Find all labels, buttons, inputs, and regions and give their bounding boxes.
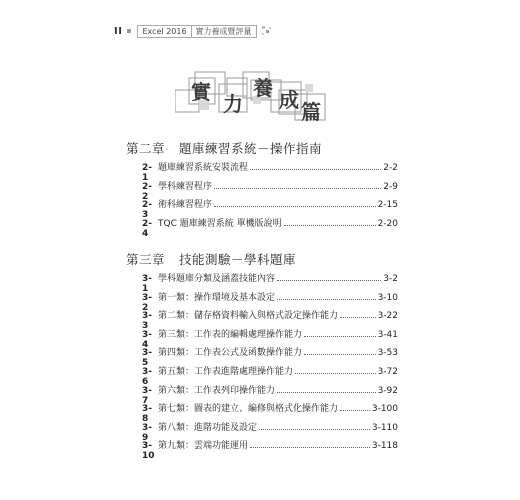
leader-dots [304, 354, 376, 355]
bullet-square-icon [127, 29, 131, 33]
entry-title: 第四類：工作表公式及函數操作能力 [158, 348, 303, 359]
entry-page: 3-118 [371, 441, 398, 452]
leader-dots [340, 317, 376, 318]
toc-entry[interactable] [142, 308, 398, 332]
entry-number: 3-7 [142, 385, 152, 406]
title-char: 養 [253, 76, 273, 100]
chapter-number: 第二章 [126, 141, 166, 156]
toc-entry[interactable] [142, 401, 398, 425]
entry-page: 2-15 [377, 200, 398, 211]
leader-dots [250, 169, 381, 170]
toc-entry[interactable] [142, 438, 398, 462]
entry-title: 第九類：雲端功能運用 [158, 441, 249, 452]
entry-number: 3-8 [142, 404, 152, 425]
entry-number: 2-4 [142, 218, 152, 239]
entry-number: 3-10 [142, 441, 155, 462]
entry-number: 3-2 [142, 292, 152, 313]
entry-number: 2-1 [142, 163, 152, 183]
toc-entry[interactable] [142, 327, 398, 350]
entry-number: 3-9 [142, 422, 152, 443]
entry-page: 3-2 [383, 274, 398, 284]
entry-page: 3-53 [377, 348, 398, 359]
entry-number: 2-2 [142, 181, 152, 202]
entry-title: 題庫練習系統安裝流程 [158, 163, 249, 173]
chapter-heading [126, 250, 296, 268]
leader-dots [304, 336, 376, 337]
toc-entry[interactable] [142, 160, 398, 183]
title-banner [175, 70, 335, 125]
section-tag: 實力養成暨評量 [192, 25, 257, 38]
entry-number: 3-5 [142, 348, 152, 369]
leader-dots [284, 225, 376, 226]
entry-title: 第五類：工作表進階處理操作能力 [158, 366, 294, 377]
running-header [114, 24, 272, 38]
entry-title: 第六類：工作表列印操作能力 [158, 385, 276, 396]
entry-title: 第二類：儲存格資料輸入與格式設定操作能力 [158, 311, 339, 322]
leader-dots [277, 299, 376, 300]
leader-dots [340, 410, 370, 411]
entry-page: 2-20 [377, 218, 398, 229]
entry-number: 3-1 [142, 274, 152, 294]
toc-entry[interactable] [142, 216, 398, 239]
entry-page: 3-100 [371, 404, 398, 415]
toc-entry[interactable] [142, 345, 398, 369]
book-title-tag: Excel 2016 [137, 25, 191, 38]
toc-list [142, 271, 398, 462]
title-char: 力 [223, 92, 243, 116]
entry-title: 第一類：操作環境及基本設定 [158, 292, 276, 303]
entry-page: 3-110 [371, 422, 398, 433]
entry-number: 2-3 [142, 200, 152, 221]
entry-page: 2-9 [383, 181, 398, 192]
entry-page: 3-22 [377, 311, 398, 322]
entry-title: TQC 題庫練習系統 單機版說明 [158, 218, 282, 229]
title-char: 成 [279, 88, 299, 112]
entry-page: 2-2 [383, 163, 398, 173]
entry-number: 3-3 [142, 311, 152, 332]
entry-title: 術科練習程序 [158, 200, 213, 211]
entry-page: 3-92 [377, 385, 398, 396]
entry-title: 學科題庫分類及涵蓋技能內容 [158, 274, 276, 284]
square-pattern-icon [262, 26, 272, 36]
chapter-number: 第三章 [126, 252, 166, 267]
leader-dots [214, 188, 381, 189]
leader-dots [250, 447, 370, 448]
title-char: 篇 [301, 100, 321, 124]
entry-title: 第八類：進階功能及設定 [158, 422, 258, 433]
entry-page: 3-72 [377, 366, 398, 377]
entry-number: 3-4 [142, 329, 152, 350]
chapter-title: 技能測驗－學科題庫 [179, 252, 297, 267]
leader-dots [214, 206, 376, 207]
leader-dots [295, 373, 376, 374]
entry-title: 第七類：圖表的建立、編修與格式化操作能力 [158, 404, 339, 415]
chapter-heading [126, 139, 322, 157]
toc-entry[interactable] [142, 290, 398, 313]
toc-entry[interactable] [142, 197, 398, 221]
toc-entry[interactable] [142, 383, 398, 406]
toc-entry[interactable] [142, 420, 398, 443]
toc-entry[interactable] [142, 179, 398, 202]
entry-number: 3-6 [142, 366, 152, 387]
toc-entry[interactable] [142, 271, 398, 294]
entry-title: 學科練習程序 [158, 181, 213, 192]
title-char: 實 [191, 80, 211, 104]
leader-dots [277, 392, 376, 393]
page-number: II [114, 25, 123, 37]
entry-page: 3-41 [377, 329, 398, 340]
leader-dots [277, 280, 381, 281]
toc-list [142, 160, 398, 239]
chapter-title: 題庫練習系統－操作指南 [179, 141, 323, 156]
entry-title: 第三類：工作表的編輯處理操作能力 [158, 329, 303, 340]
entry-page: 3-10 [377, 292, 398, 303]
toc-entry[interactable] [142, 364, 398, 387]
leader-dots [259, 429, 370, 430]
